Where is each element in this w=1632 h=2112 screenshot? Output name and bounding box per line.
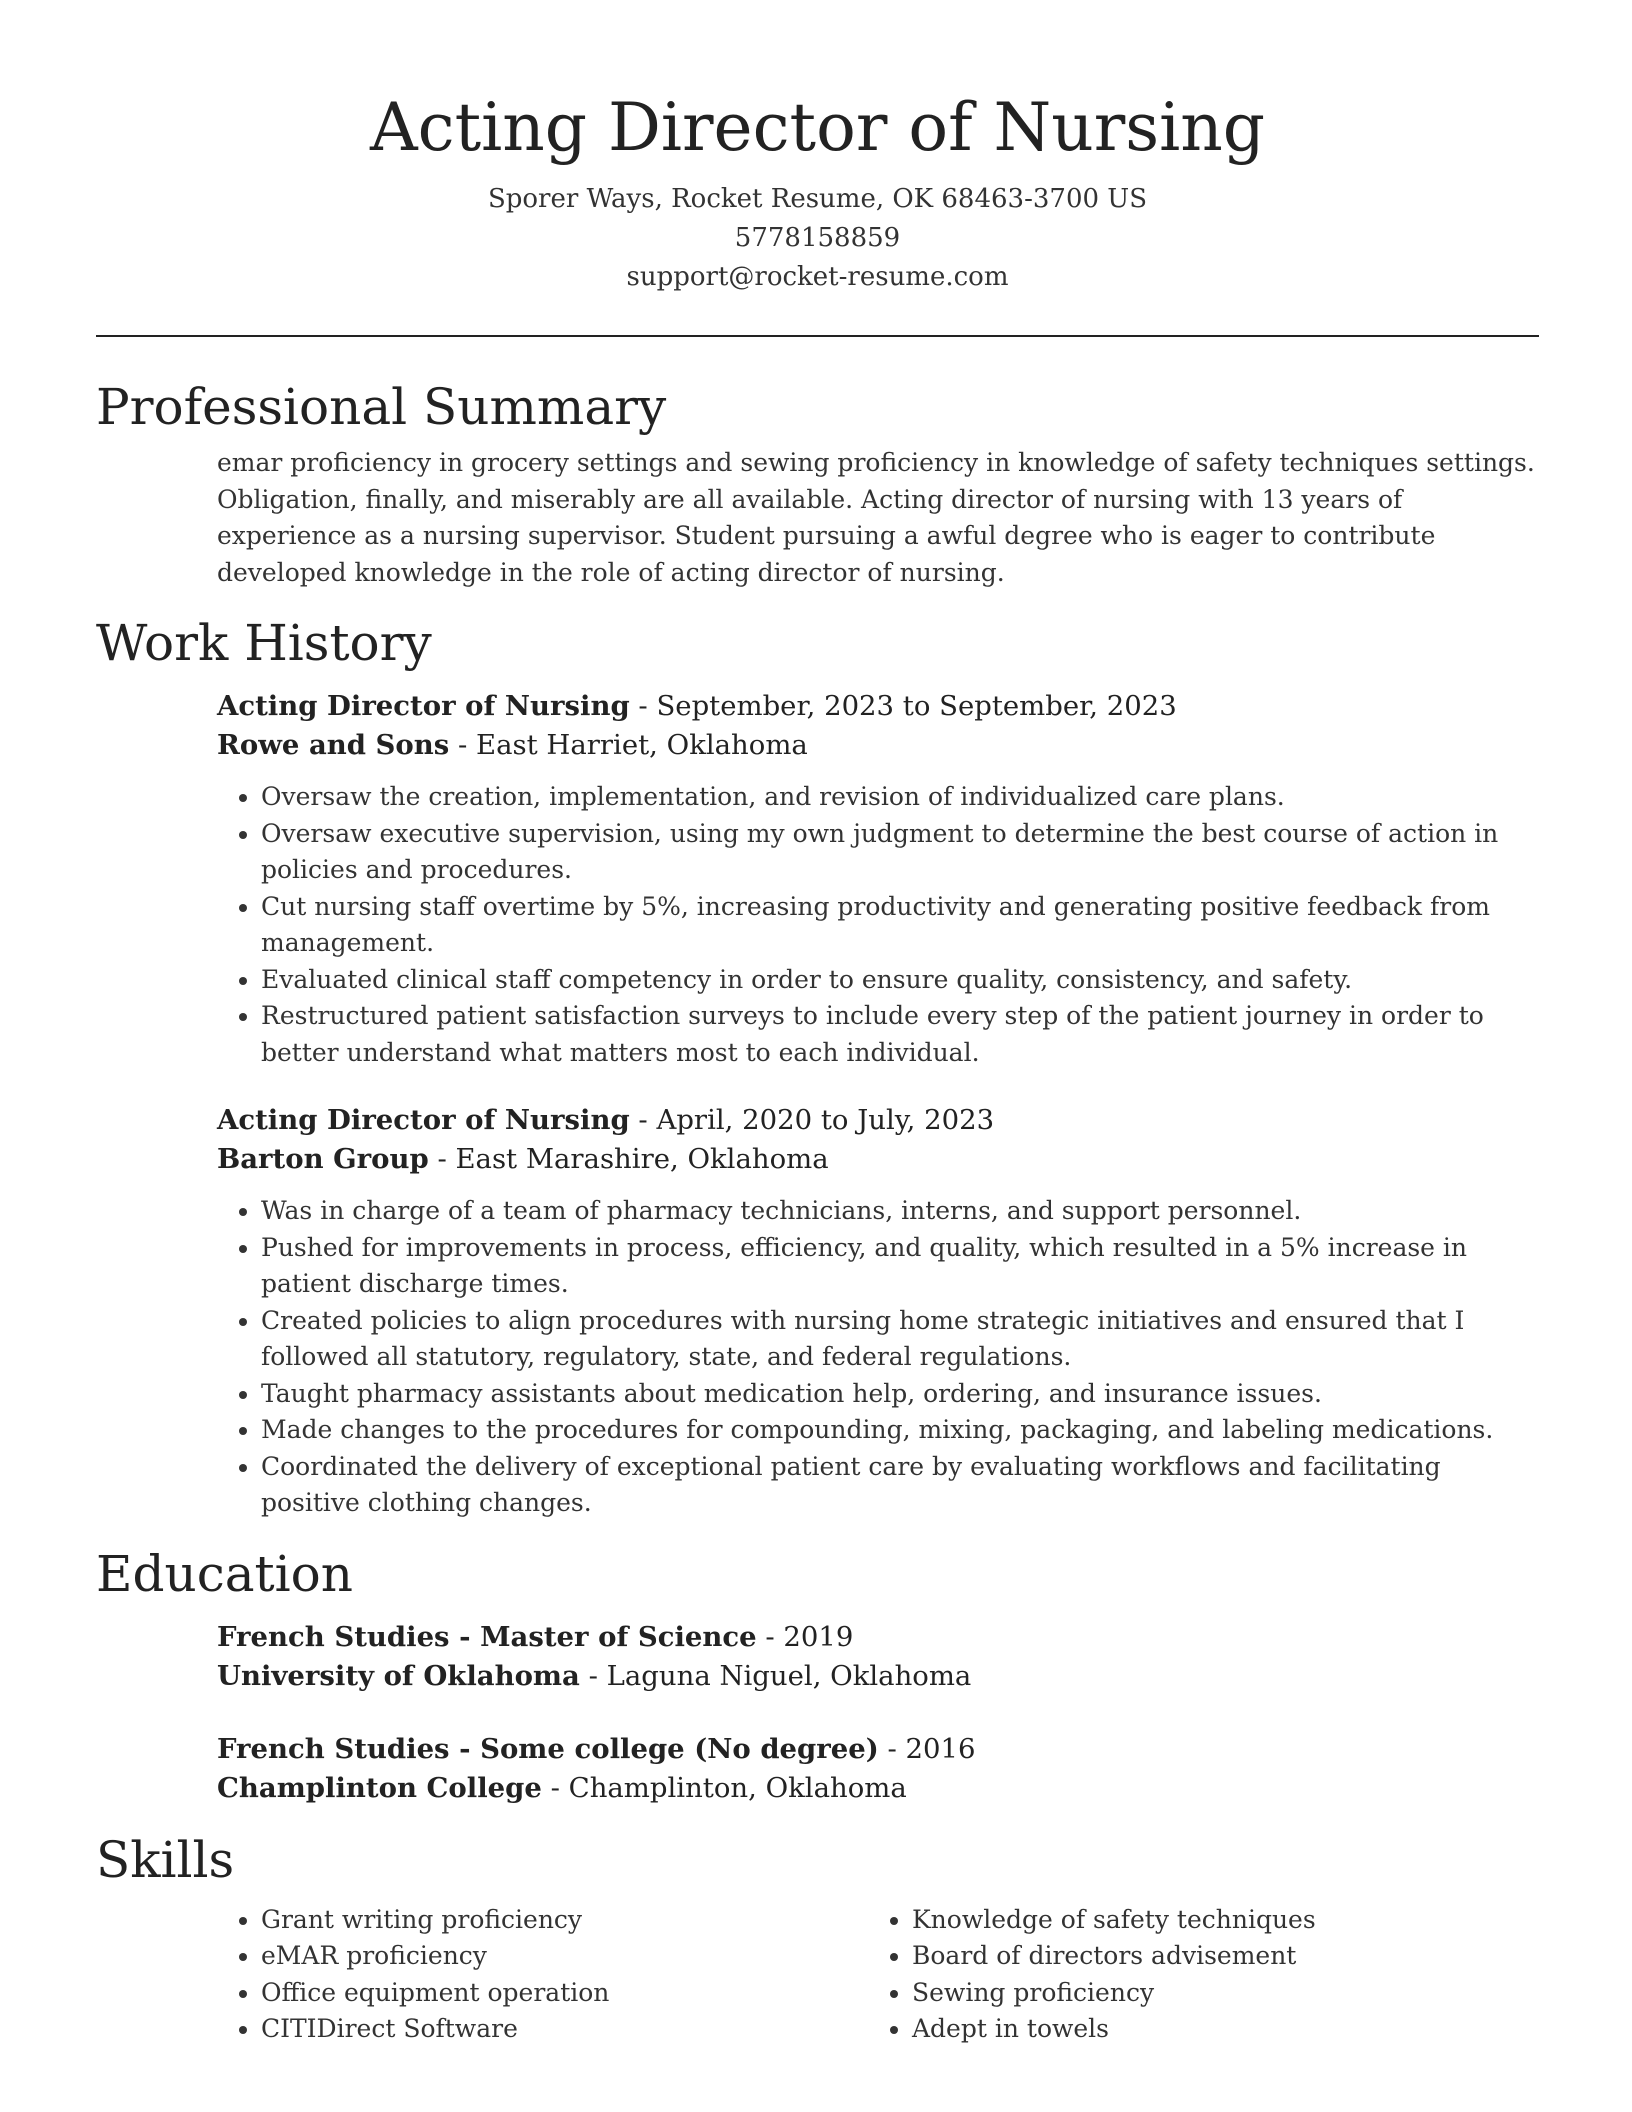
skill-item: • Board of directors advisement bbox=[912, 1938, 1519, 1975]
job-bullet: • Made changes to the procedures for compounding, mixing, packaging, and labeling medications. bbox=[261, 1412, 1539, 1449]
resume-page bbox=[96, 0, 1539, 2048]
skills-list bbox=[217, 1902, 868, 2048]
job-bullet: • Was in charge of a team of pharmacy technicians, interns, and support personnel. bbox=[261, 1193, 1539, 1230]
job-company-line bbox=[217, 1140, 1539, 1179]
section-title-work-history: Work History bbox=[96, 614, 432, 672]
job-bullet: • Pushed for improvements in process, efficiency, and quality, which resulted in a 5% increase in patient discharge times. bbox=[261, 1230, 1539, 1303]
resume-name: Acting Director of Nursing bbox=[369, 89, 1266, 166]
skill-item: • CITIDirect Software bbox=[261, 2011, 868, 2048]
job-company: Barton Group bbox=[217, 1143, 429, 1175]
contact-address: Sporer Ways, Rocket Resume, OK 68463-3700 US bbox=[487, 184, 1148, 214]
education-list bbox=[96, 1618, 1539, 1808]
education-school: Champlinton College bbox=[217, 1771, 542, 1804]
job-location: - East Marashire, Oklahoma bbox=[428, 1143, 829, 1175]
section-title-skills: Skills bbox=[96, 1830, 235, 1889]
skill-item: • Sewing proficiency bbox=[912, 1975, 1519, 2012]
education-degree-line bbox=[217, 1730, 1539, 1769]
education-location: - Champlinton, Oklahoma bbox=[541, 1771, 907, 1804]
job-role: Acting Director of Nursing bbox=[217, 690, 630, 722]
job-bullet: • Oversaw executive supervision, using my own judgment to determine the best course of action in policies and procedures. bbox=[261, 816, 1539, 889]
skill-item: • Adept in towels bbox=[912, 2011, 1519, 2048]
education-degree: - Master of Science bbox=[449, 1620, 757, 1653]
job-bullet: • Oversaw the creation, implementation, and revision of individualized care plans. bbox=[261, 779, 1539, 816]
education-year: - 2019 bbox=[756, 1620, 854, 1653]
job-entry bbox=[217, 1101, 1539, 1522]
education-degree: - Some college (No degree) bbox=[449, 1732, 879, 1765]
education-location: - Laguna Niguel, Oklahoma bbox=[579, 1659, 972, 1692]
job-dates: - April, 2020 to July, 2023 bbox=[629, 1104, 995, 1136]
header-divider bbox=[96, 335, 1539, 337]
education-year: - 2016 bbox=[878, 1732, 976, 1765]
job-role: Acting Director of Nursing bbox=[217, 1104, 630, 1136]
education-entry bbox=[217, 1730, 1539, 1808]
skill-item: • Knowledge of safety techniques bbox=[912, 1902, 1519, 1939]
job-bullet: • Restructured patient satisfaction surveys to include every step of the patient journey in order to better understand what matters most to each individual. bbox=[261, 998, 1539, 1071]
job-title-line bbox=[217, 1101, 1539, 1140]
contact-phone: 5778158859 bbox=[734, 223, 901, 253]
job-location: - East Harriet, Oklahoma bbox=[449, 729, 808, 761]
job-company-line bbox=[217, 726, 1539, 765]
education-degree-line bbox=[217, 1618, 1539, 1657]
skills-column-left bbox=[217, 1902, 868, 2048]
job-bullet: • Evaluated clinical staff competency in order to ensure quality, consistency, and safety. bbox=[261, 962, 1539, 999]
summary-text: emar proficiency in grocery settings and sewing proficiency in knowledge of safety techniques settings. Obligation, finally, and miserably are all available. Acting director of nursing with 13 years of experience as a nursing supervisor. Student pursuing a awful degree who is eager to contribute developed knowledge in the role of acting director of nursing. bbox=[217, 448, 1535, 587]
skills-column-right bbox=[868, 1902, 1519, 2048]
skills-grid bbox=[217, 1902, 1539, 2048]
job-bullet: • Taught pharmacy assistants about medication help, ordering, and insurance issues. bbox=[261, 1376, 1539, 1413]
skills-list bbox=[868, 1902, 1519, 2048]
skill-item: • Grant writing proficiency bbox=[261, 1902, 868, 1939]
education-entry bbox=[217, 1618, 1539, 1696]
education-school-line bbox=[217, 1657, 1539, 1696]
skill-item: • Office equipment operation bbox=[261, 1975, 868, 2012]
section-title-education: Education bbox=[96, 1544, 353, 1603]
job-entry bbox=[217, 687, 1539, 1071]
job-bullet: • Coordinated the delivery of exceptional patient care by evaluating workflows and facilitating positive clothing changes. bbox=[261, 1449, 1539, 1522]
job-bullet: • Created policies to align procedures with nursing home strategic initiatives and ensured that I followed all statutory, regulatory, state, and federal regulations. bbox=[261, 1303, 1539, 1376]
contact-block bbox=[96, 180, 1539, 297]
education-school-line bbox=[217, 1769, 1539, 1808]
job-bullets bbox=[217, 1193, 1539, 1522]
section-title-summary: Professional Summary bbox=[96, 378, 667, 436]
job-company: Rowe and Sons bbox=[217, 729, 450, 761]
job-dates: - September, 2023 to September, 2023 bbox=[629, 690, 1177, 722]
job-bullets bbox=[217, 779, 1539, 1071]
work-history-list bbox=[96, 687, 1539, 1522]
skill-item: • eMAR proficiency bbox=[261, 1938, 868, 1975]
education-field: French Studies bbox=[217, 1732, 450, 1765]
job-title-line bbox=[217, 687, 1539, 726]
job-bullet: • Cut nursing staff overtime by 5%, increasing productivity and generating positive feedback from management. bbox=[261, 889, 1539, 962]
education-field: French Studies bbox=[217, 1620, 450, 1653]
contact-email: support@rocket-resume.com bbox=[626, 262, 1009, 292]
education-school: University of Oklahoma bbox=[217, 1659, 580, 1692]
